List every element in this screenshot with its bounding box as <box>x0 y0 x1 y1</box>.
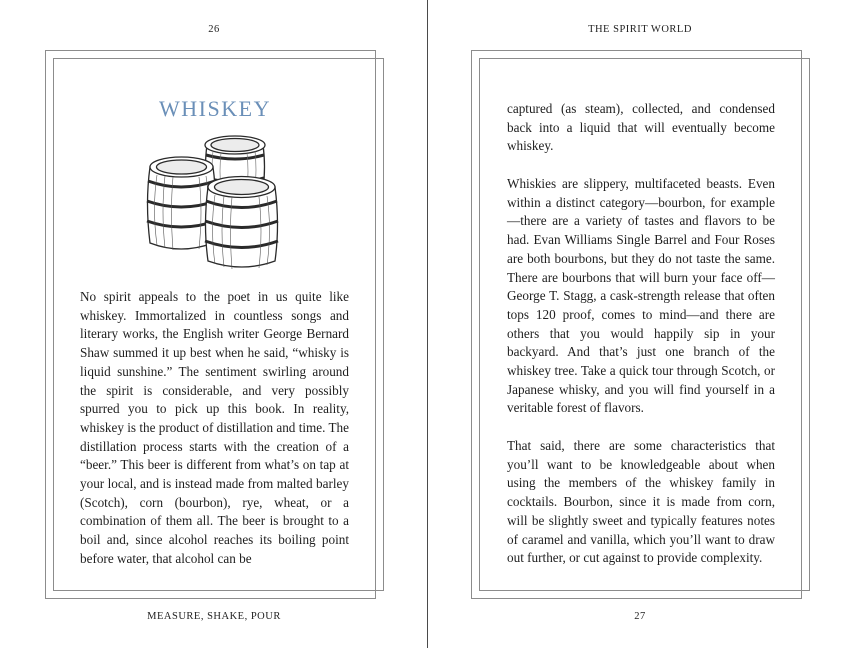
right-barrel-icon <box>205 177 278 270</box>
barrels-illustration-icon <box>135 133 280 273</box>
right-body-paragraph-1: captured (as steam), collected, and condensed back into a liquid that will eventually become whiskey. <box>507 101 775 154</box>
left-body-paragraph: No spirit appeals to the poet in us quite like whiskey. Immortalized in countless songs and literary works, the English writer George Bernard Shaw summed it up best when he said, “whisky is liquid sunshine.” The sentiment swirling around the spirit is considerable, and very possibly spurred you to pick up this book. In reality, whiskey is the product of distillation and time. The distillation process starts with the creation of a “beer.” This beer is different from what’s on tap at your local, and is instead made from malted barley (Scotch), corn (bourbon), rye, wheat, or a combination of them all. The beer is brought to a boil and, since alcohol reaches its boiling point before water, that alcohol can be <box>80 289 349 566</box>
book-spine <box>427 0 428 648</box>
right-page-header: THE SPIRIT WORLD <box>588 24 692 35</box>
left-page-number: 26 <box>208 24 220 35</box>
right-body-paragraph-3: That said, there are some characteristics that you’ll want to be knowledgeable about when using the members of the whiskey family in cocktails. Bourbon, since it is made from corn, will be slightly sweet and typically features notes of caramel and vanilla, which you’ll want to draw out further, or cut against to provide complexity. <box>507 438 775 566</box>
right-body-paragraph-2: Whiskies are slippery, multifaceted beasts. Even within a distinct category—bourbon, for example—there are a variety of tastes and flavors to be had. Evan Williams Single Barrel and Four Roses are both bourbons, but they do not taste the same. There are bourbons that will burn your face off—George T. Stagg, a cask-strength release that often tops 120 proof, comes to mind—and there are others that you would happily sip in your backyard. And that’s just one branch of the whiskey tree. Take a quick tour through Scotch, or Japanese whisky, and you will find yourself in a veritable forest of flavors. <box>507 176 775 416</box>
right-page-number: 27 <box>634 611 646 622</box>
chapter-title: WHISKEY <box>159 96 271 121</box>
left-page-footer: MEASURE, SHAKE, POUR <box>147 611 281 622</box>
